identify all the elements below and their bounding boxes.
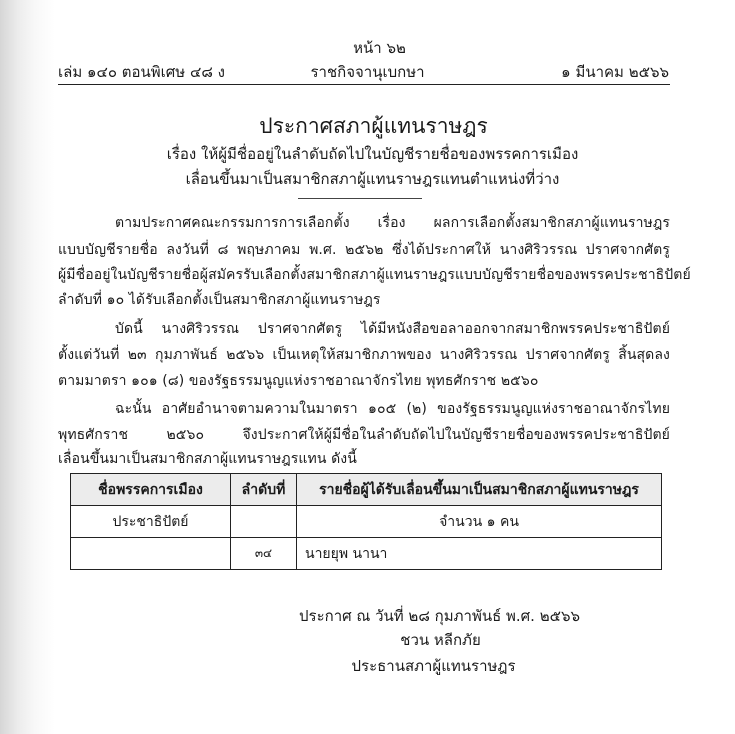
paragraph-2-line-3: ตามมาตรา ๑๐๑ (๘) ของรัฐธรรมนูญแห่งราชอาณาจักรไทย พุทธศักราช ๒๕๖๐: [58, 373, 539, 389]
title-divider: [298, 198, 422, 199]
cell-party: ประชาธิปัตย์: [71, 506, 231, 538]
gazette-name: ราชกิจจานุเบกษา: [310, 63, 425, 81]
volume-info: เล่ม ๑๔๐ ตอนพิเศษ ๔๘ ง: [58, 63, 225, 81]
announcement-date: ประกาศ ณ วันที่ ๒๘ กุมภาพันธ์ พ.ศ. ๒๕๖๖: [298, 607, 580, 625]
subject-line-1: เรื่อง ให้ผู้มีชื่ออยู่ในลำดับถัดไปในบัญชีรายชื่อของพรรคการเมือง: [166, 145, 579, 163]
page-number: หน้า ๖๒: [353, 39, 406, 57]
announcement-title: ประกาศสภาผู้แทนราษฎร: [259, 114, 488, 138]
paragraph-1-line-4: ลำดับที่ ๑๐ ได้รับเลือกตั้งเป็นสมาชิกสภาผู้แทนราษฎร: [58, 292, 381, 308]
subject-line-2: เลื่อนขึ้นมาเป็นสมาชิกสภาผู้แทนราษฎรแทนตำแหน่งที่ว่าง: [185, 170, 560, 188]
paragraph-1-line-2: แบบบัญชีรายชื่อ ลงวันที่ ๘ พฤษภาคม พ.ศ. ๒๕๖๒ ซึ่งได้ประกาศให้ นางศิริวรรณ ปราศจากศัตรู: [58, 242, 670, 258]
table-row: [71, 506, 662, 538]
paragraph-3-line-2: พุทธศักราช ๒๕๖๐ จึงประกาศให้ผู้มีชื่อในลำดับถัดไปในบัญชีรายชื่อของพรรคประชาธิปัตย์: [58, 427, 670, 443]
cell-member-name: นายยุพ นานา: [297, 538, 662, 570]
paragraph-1-line-1: ตามประกาศคณะกรรมการการเลือกตั้ง เรื่อง ผลการเลือกตั้งสมาชิกสภาผู้แทนราษฎร: [115, 215, 670, 231]
paragraph-3-line-1: ฉะนั้น อาศัยอำนาจตามความในมาตรา ๑๐๕ (๒) ของรัฐธรรมนูญแห่งราชอาณาจักรไทย: [115, 401, 670, 417]
paragraph-2-line-1: บัดนี้ นางศิริวรรณ ปราศจากศัตรู ได้มีหนังสือขอลาออกจากสมาชิกพรรคประชาธิปัตย์: [115, 321, 670, 337]
table-header-row: [71, 474, 662, 506]
cell-party: [71, 538, 231, 570]
header-divider: [58, 84, 670, 85]
table-row: [71, 538, 662, 570]
paragraph-3-line-3: เลื่อนขึ้นมาเป็นสมาชิกสภาผู้แทนราษฎรแทน ดังนี้: [58, 451, 357, 467]
cell-rank: ๓๔: [231, 538, 297, 570]
signatory-name: ชวน หลีกภัย: [400, 631, 481, 649]
header-party: ชื่อพรรคการเมือง: [71, 474, 231, 506]
cell-count: จำนวน ๑ คน: [297, 506, 662, 538]
appointment-table: [70, 473, 662, 570]
publication-date: ๑ มีนาคม ๒๕๖๖: [561, 63, 669, 81]
header-names: รายชื่อผู้ได้รับเลื่อนขึ้นมาเป็นสมาชิกสภาผู้แทนราษฎร: [297, 474, 662, 506]
cell-rank: [231, 506, 297, 538]
signatory-position: ประธานสภาผู้แทนราษฎร: [351, 657, 516, 675]
paragraph-1-line-3: ผู้มีชื่ออยู่ในบัญชีรายชื่อผู้สมัครรับเลือกตั้งสมาชิกสภาผู้แทนราษฎรแบบบัญชีรายชื่อของพรรคประชาธิปัตย์: [58, 267, 691, 283]
header-rank: ลำดับที่: [231, 474, 297, 506]
paragraph-2-line-2: ตั้งแต่วันที่ ๒๓ กุมภาพันธ์ ๒๕๖๖ เป็นเหตุให้สมาชิกภาพของ นางศิริวรรณ ปราศจากศัตรู สิ้นสุดลง: [58, 347, 670, 363]
